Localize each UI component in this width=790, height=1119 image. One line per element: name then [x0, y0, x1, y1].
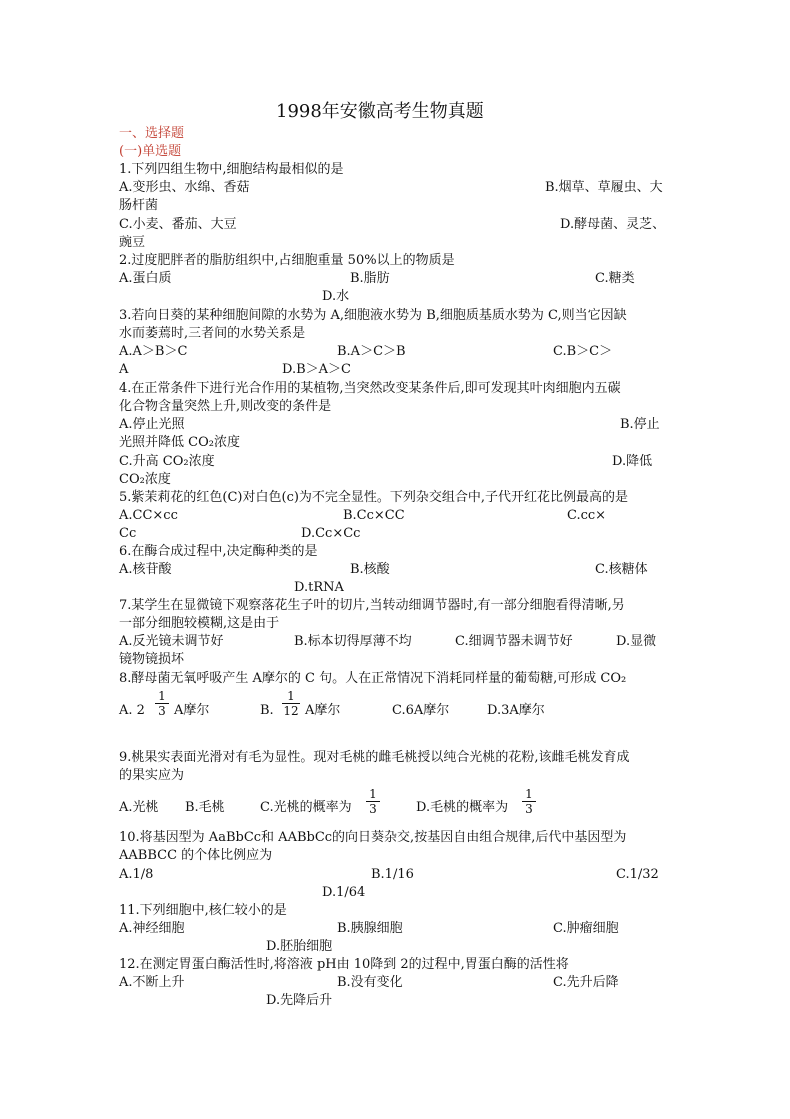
question-5-option-c-cont: Cc — [119, 526, 137, 541]
question-11-option-b: B.胰腺细胞 — [337, 921, 403, 936]
question-10-option-d: D.1/64 — [322, 885, 366, 900]
question-4-option-b: B.停止 — [620, 417, 660, 432]
question-3-option-c: C.B＞C＞ — [553, 344, 613, 359]
question-3-option-c-cont: A — [119, 362, 129, 377]
question-6-option-b: B.核酸 — [350, 562, 390, 577]
question-6-option-c: C.核糖体 — [595, 562, 648, 577]
page-title: 1998年安徽高考生物真题 — [276, 101, 484, 122]
question-5-option-c: C.cc× — [567, 508, 607, 523]
question-9-option-b: B.毛桃 — [185, 800, 225, 815]
question-3-stem: 3.若向日葵的某种细胞间隙的水势为 A,细胞液水势为 B,细胞质基质水势为 C,则当它因缺 — [119, 308, 627, 323]
question-6-option-a: A.核苷酸 — [119, 562, 172, 577]
question-5-stem: 5.紫茉莉花的红色(C)对白色(c)为不完全显性。下列杂交组合中,子代开红花比例最高的是 — [119, 490, 629, 505]
question-4-option-b-cont: 光照并降低 CO₂浓度 — [119, 435, 240, 450]
question-4-option-d: D.降低 — [612, 454, 653, 469]
question-4-option-c: C.升高 CO₂浓度 — [119, 454, 215, 469]
question-9-stem: 9.桃果实表面光滑对有毛为显性。现对毛桃的雌毛桃授以纯合光桃的花粉,该雌毛桃发育成 — [119, 750, 630, 765]
fraction-numerator: 1 — [158, 689, 166, 703]
question-4-option-a: A.停止光照 — [119, 417, 185, 432]
question-8-option-b-label: B. — [260, 703, 274, 718]
question-10-option-b: B.1/16 — [371, 867, 414, 882]
question-7-option-d-cont: 镜物镜损坏 — [119, 652, 185, 667]
question-7-option-c: C.细调节器未调节好 — [455, 634, 573, 649]
question-1-option-b-cont: 肠杆菌 — [119, 198, 159, 213]
question-8-stem: 8.酵母菌无氧呼吸产生 A摩尔的 C 句。人在正常情况下消耗同样量的葡萄糖,可形成 CO₂ — [119, 671, 627, 686]
question-9-option-c: C.光桃的概率为 — [260, 800, 352, 815]
section-heading: 一、选择题 — [119, 126, 185, 141]
question-11-option-a: A.神经细胞 — [119, 921, 185, 936]
question-11-option-c: C.肿瘤细胞 — [553, 921, 619, 936]
fraction-denominator: 3 — [158, 704, 166, 718]
question-8-option-a-label: A. 2 — [119, 703, 145, 718]
fraction-denominator: 3 — [525, 802, 533, 816]
question-2-option-c: C.糖类 — [595, 271, 635, 286]
question-1-option-b: B.烟草、草履虫、大 — [545, 180, 663, 195]
question-9-option-d-fraction — [522, 788, 536, 815]
subsection-heading: (一)单选题 — [119, 144, 182, 159]
question-7-option-b: B.标本切得厚薄不均 — [294, 634, 412, 649]
question-8-option-c: C.6A摩尔 — [392, 703, 450, 718]
fraction-denominator: 12 — [283, 704, 299, 718]
question-10-stem-cont: AABBCC 的个体比例应为 — [119, 848, 273, 863]
question-9-option-c-fraction — [366, 788, 380, 815]
question-8-option-a-unit: A摩尔 — [174, 703, 210, 718]
question-3-option-d: D.B＞A＞C — [282, 362, 351, 377]
question-12-stem: 12.在测定胃蛋白酶活性时,将溶液 pH由 10降到 2的过程中,胃蛋白酶的活性将 — [119, 957, 569, 972]
question-9-option-d: D.毛桃的概率为 — [416, 800, 509, 815]
question-3-option-a: A.A＞B＞C — [119, 344, 188, 359]
question-5-option-a: A.CC×cc — [119, 508, 178, 523]
question-1-option-a: A.变形虫、水绵、香菇 — [119, 180, 250, 195]
question-8-option-b-unit: A摩尔 — [305, 703, 341, 718]
question-11-stem: 11.下列细胞中,核仁较小的是 — [119, 903, 287, 918]
fraction-numerator: 1 — [525, 787, 533, 801]
question-5-option-d: D.Cc×Cc — [301, 526, 361, 541]
question-7-option-d: D.显微 — [616, 634, 657, 649]
question-7-stem: 7.某学生在显微镜下观察落花生子叶的切片,当转动细调节器时,有一部分细胞看得清晰,另 — [119, 598, 625, 613]
question-2-option-b: B.脂肪 — [350, 271, 390, 286]
question-2-stem: 2.过度肥胖者的脂肪组织中,占细胞重量 50%以上的物质是 — [119, 253, 455, 268]
question-10-stem: 10.将基因型为 AaBbCc和 AABbCc的向日葵杂交,按基因自由组合规律,后代中基因型为 — [119, 830, 627, 845]
question-3-option-b: B.A＞C＞B — [337, 344, 406, 359]
question-3-stem-cont: 水而萎蔫时,三者间的水势关系是 — [119, 326, 306, 341]
question-8-option-a-fraction — [155, 690, 169, 717]
question-12-option-b: B.没有变化 — [337, 975, 403, 990]
question-2-option-d: D.水 — [322, 289, 350, 304]
question-7-stem-cont: 一部分细胞较模糊,这是由于 — [119, 616, 280, 631]
question-12-option-c: C.先升后降 — [553, 975, 619, 990]
question-8-option-b-fraction — [282, 690, 300, 717]
question-4-stem: 4.在正常条件下进行光合作用的某植物,当突然改变某条件后,即可发现其叶肉细胞内五碳 — [119, 381, 621, 396]
question-1-option-d-cont: 豌豆 — [119, 235, 146, 250]
question-6-option-d: D.tRNA — [294, 580, 344, 595]
question-12-option-a: A.不断上升 — [119, 975, 185, 990]
question-4-option-d-cont: CO₂浓度 — [119, 472, 171, 487]
question-10-option-c: C.1/32 — [616, 867, 659, 882]
question-8-option-d: D.3A摩尔 — [487, 703, 545, 718]
question-10-option-a: A.1/8 — [119, 867, 154, 882]
question-5-option-b: B.Cc×CC — [343, 508, 405, 523]
fraction-numerator: 1 — [369, 787, 377, 801]
question-2-option-a: A.蛋白质 — [119, 271, 172, 286]
question-1-option-d: D.酵母菌、灵芝、 — [560, 217, 666, 232]
question-4-stem-cont: 化合物含量突然上升,则改变的条件是 — [119, 399, 332, 414]
question-9-option-a: A.光桃 — [119, 800, 159, 815]
question-1-stem: 1.下列四组生物中,细胞结构最相似的是 — [119, 162, 344, 177]
question-12-option-d: D.先降后升 — [266, 993, 333, 1008]
question-1-option-c: C.小麦、番茄、大豆 — [119, 217, 237, 232]
question-9-stem-cont: 的果实应为 — [119, 768, 185, 783]
question-11-option-d: D.胚胎细胞 — [266, 939, 333, 954]
fraction-denominator: 3 — [369, 802, 377, 816]
question-6-stem: 6.在酶合成过程中,决定酶种类的是 — [119, 544, 318, 559]
question-7-option-a: A.反光镜未调节好 — [119, 634, 224, 649]
fraction-numerator: 1 — [287, 689, 295, 703]
